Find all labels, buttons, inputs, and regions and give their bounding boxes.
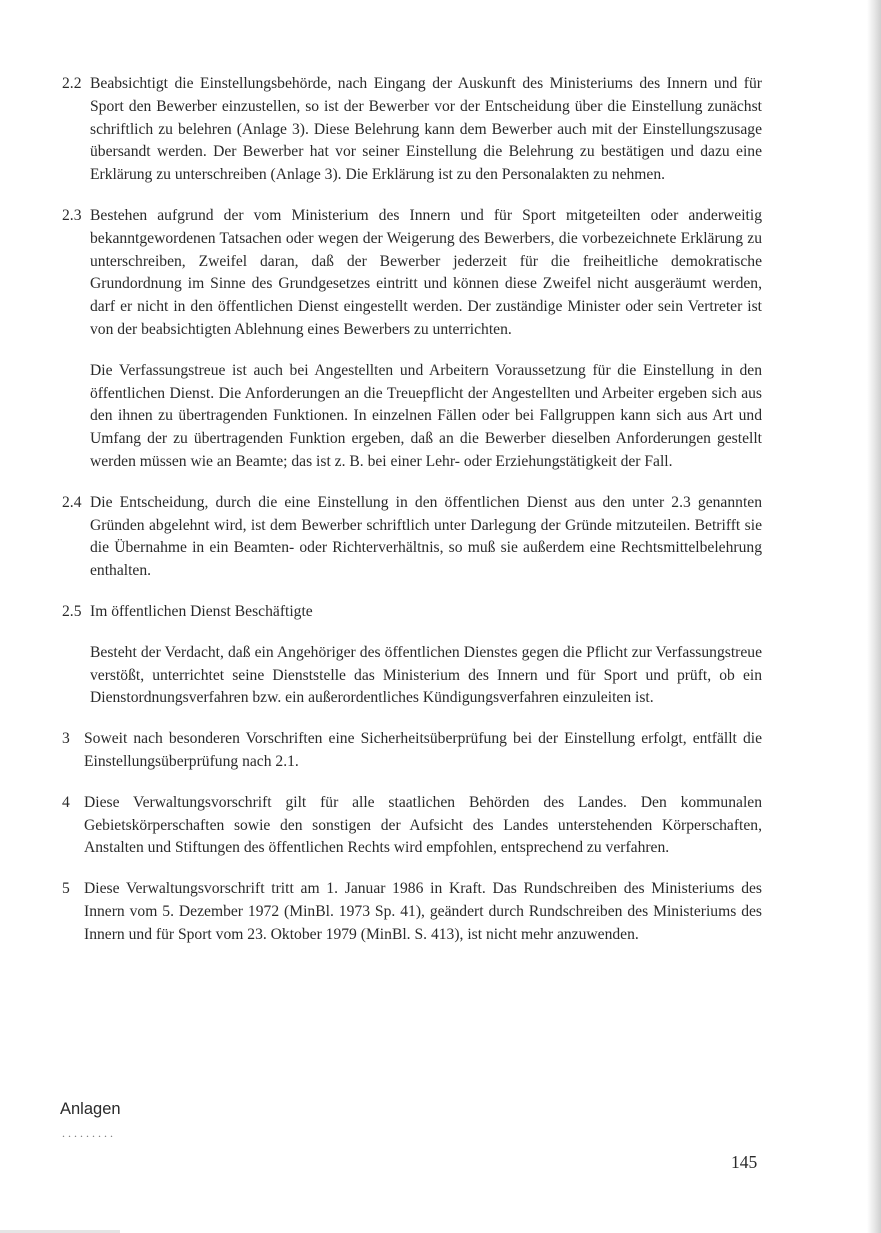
section-number: 2.5 — [62, 602, 82, 620]
section-number: 2.4 — [62, 493, 82, 511]
section-text: Besteht der Verdacht, daß ein Angehöriger des öffentlichen Dienstes gegen die Pflicht zur Verfassungstreue verstößt, unterrichtet seine Dienststelle das Ministerium des Innern und für Sport und prüft, ob ein Dienstordnungsverfahren bzw. ein außerordentliches Kündigungsverfahren einzuleiten ist. — [90, 643, 762, 707]
section-text: Die Entscheidung, durch die eine Einstellung in den öffentlichen Dienst aus den unter 2.3 genannten Gründen abgelehnt wird, ist dem Bewerber schriftlich unter Darlegung der Gründe mitzuteilen. Betrifft sie die Übernahme in ein Beamten- oder Richterverhältnis, so muß sie außerdem eine Rechtsmittelbelehrung enthalten. — [90, 493, 762, 580]
page-number: 145 — [731, 1152, 758, 1172]
section-number: 2.2 — [62, 75, 82, 92]
section-text: Soweit nach besonderen Vorschriften eine Sicherheitsüberprüfung bei der Einstellung erfolgt, entfällt die Einstellungsüberprüfung nach 2.1. — [84, 730, 762, 770]
section-heading: Im öffentlichen Dienst Beschäftigte — [90, 602, 313, 620]
section-number: 3 — [62, 730, 70, 748]
section-2-3 — [62, 205, 762, 474]
section-2-4 — [62, 492, 762, 583]
section-text: Diese Verwaltungsvorschrift tritt am 1. Januar 1986 in Kraft. Das Rundschreiben des Ministeriums des Innern vom 5. Dezember 1972 (MinBl. 1973 Sp. 41), geändert durch Rundschreiben des Ministeriums des Innern und für Sport vom 23. Oktober 1979 (MinBl. S. 413), ist nicht mehr anzuwenden. — [84, 880, 762, 943]
section-number: 4 — [62, 793, 70, 811]
section-text: Diese Verwaltungsvorschrift gilt für alle staatlichen Behörden des Landes. Den kommunalen Gebietskörperschaften sowie den sonstigen der Aufsicht des Landes unterstehenden Körperschaften, Anstalten und Stiftungen des öffentlichen Rechts wird empfohlen, entsprechend zu verfahren. — [84, 793, 762, 857]
body-text — [62, 73, 762, 965]
attachments-heading: Anlagen — [60, 1100, 121, 1118]
section-2-5 — [62, 601, 762, 710]
section-text: Bestehen aufgrund der vom Ministerium des Innern und für Sport mitgeteilten oder anderweitig bekanntgewordenen Tatsachen oder wegen der Weigerung des Bewerbers, die vorbezeichnete Erklärung zu unterschreiben, Zweifel daran, daß der Bewerber jederzeit für die freiheitliche demokratische Grundordnung im Sinne des Grundgesetzes eintritt und können diese Zweifel nicht ausgeräumt werden, darf er nicht in den öffentlichen Dienst eingestellt werden. Der zuständige Minister oder sein Vertreter ist von der beabsichtigten Ablehnung eines Bewerbers zu unterrichten. — [90, 206, 762, 338]
dotted-leader: ......... — [62, 1126, 116, 1140]
page-edge-shadow — [867, 0, 881, 1233]
section-text-continued: Die Verfassungstreue ist auch bei Angestellten und Arbeitern Voraussetzung für die Einstellung in den öffentlichen Dienst. Die Anforderungen an die Treuepflicht der Angestellten und Arbeiter ergeben sich aus den ihnen zu übertragenden Funktionen. In einzelnen Fällen oder bei Fallgruppen kann sich aus Art und Umfang der zu übertragenden Funktion ergeben, daß an die Bewerber dieselben Anforderungen gestellt werden müssen wie an Beamte; das ist z. B. bei einer Lehr- oder Erziehungstätigkeit der Fall. — [90, 361, 762, 470]
section-4 — [62, 792, 762, 860]
section-2-2 — [62, 73, 762, 187]
section-5 — [62, 878, 762, 946]
section-number: 5 — [62, 880, 70, 898]
section-number: 2.3 — [62, 206, 82, 224]
section-text: Beabsichtigt die Einstellungsbehörde, nach Eingang der Auskunft des Ministeriums des Innern und für Sport den Bewerber einzustellen, so ist der Bewerber vor der Entscheidung über die Einstellung zunächst schriftlich zu belehren (Anlage 3). Diese Belehrung kann dem Bewerber auch mit der Einstellungszusage übersandt werden. Der Bewerber hat vor seiner Einstellung die Belehrung zu bestätigen und dazu eine Erklärung zu unterschreiben (Anlage 3). Die Erklärung ist zu den Personalakten zu nehmen. — [90, 75, 762, 184]
section-3 — [62, 728, 762, 774]
